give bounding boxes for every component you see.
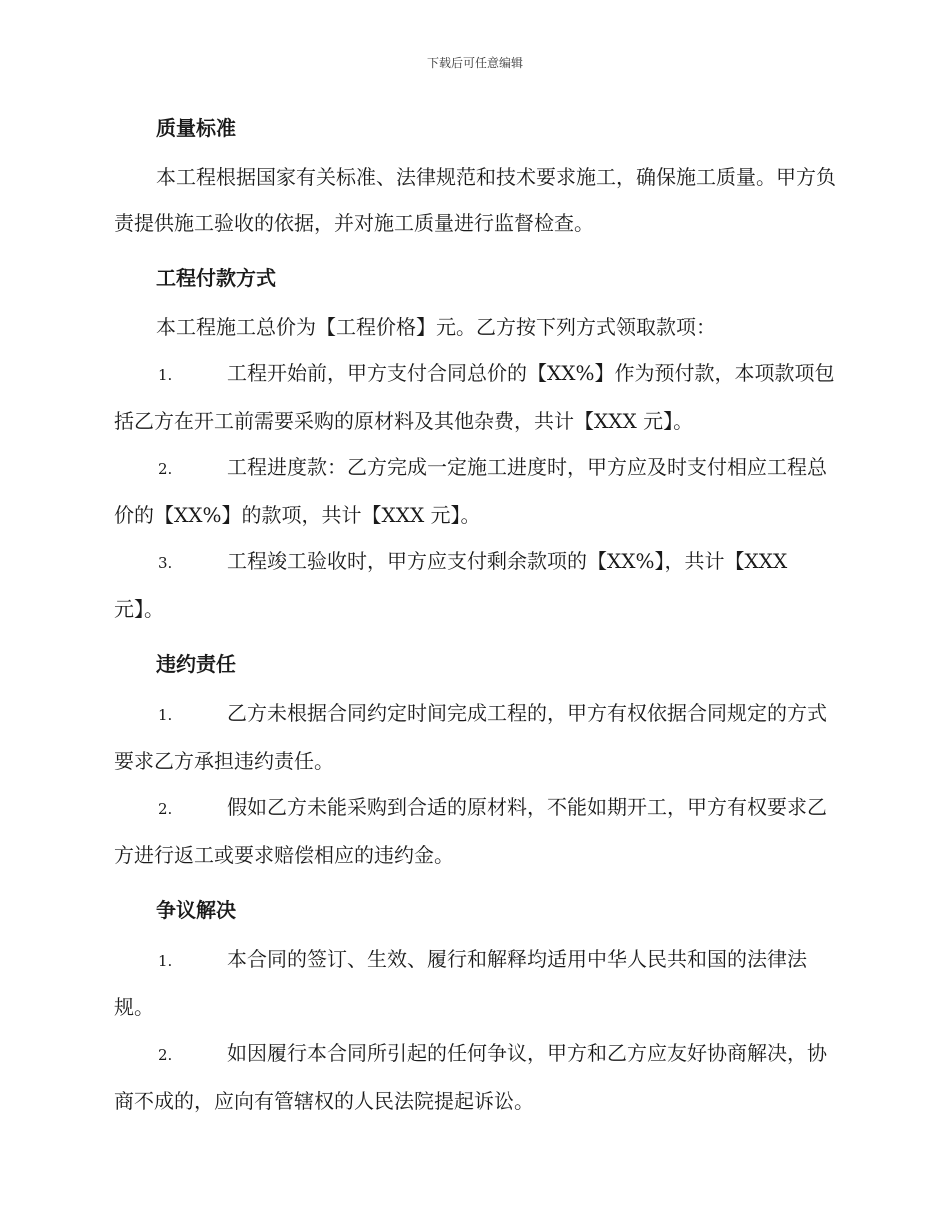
section-heading-dispute: 争议解决 xyxy=(156,898,236,922)
section-paragraph: 本工程施工总价为【工程价格】元。乙方按下列方式领取款项： xyxy=(156,315,716,339)
list-number: 2. xyxy=(158,1046,173,1064)
list-item xyxy=(114,1030,839,1124)
list-text: 本合同的签订、生效、履行和解释均适用中华人民共和国的法律法规。 xyxy=(114,947,807,1019)
list-number: 1. xyxy=(158,952,173,970)
section-paragraph: 本工程根据国家有关标准、法律规范和技术要求施工，确保施工质量。甲方负责提供施工验收的依据，并对施工质量进行监督检查。 xyxy=(114,165,836,235)
list-item xyxy=(114,350,839,444)
page-header: 下载后可任意编辑 xyxy=(426,56,523,70)
list-text: 如因履行本合同所引起的任何争议，甲方和乙方应友好协商解决，协商不成的，应向有管辖权的人民法院提起诉讼。 xyxy=(114,1041,827,1113)
section-heading-quality: 质量标准 xyxy=(156,116,236,140)
document-body xyxy=(114,110,839,1124)
list-number: 1. xyxy=(158,706,173,724)
list-text: 工程竣工验收时，甲方应支付剩余款项的【XX%】，共计【XXX 元】。 xyxy=(114,549,788,621)
list-item xyxy=(114,538,839,632)
list-item xyxy=(114,690,839,784)
list-item xyxy=(114,784,839,878)
list-text: 工程开始前，甲方支付合同总价的【XX%】作为预付款，本项款项包括乙方在开工前需要采购的原材料及其他杂费，共计【XXX 元】。 xyxy=(114,361,835,433)
list-text: 假如乙方未能采购到合适的原材料，不能如期开工，甲方有权要求乙方进行返工或要求赔偿相应的违约金。 xyxy=(114,795,827,867)
list-text: 乙方未根据合同约定时间完成工程的，甲方有权依据合同规定的方式要求乙方承担违约责任。 xyxy=(114,701,827,773)
list-number: 3. xyxy=(158,554,173,572)
section-heading-breach: 违约责任 xyxy=(156,652,236,676)
list-text: 工程进度款：乙方完成一定施工进度时，甲方应及时支付相应工程总价的【XX%】的款项，共计【XXX 元】。 xyxy=(114,455,827,527)
section-heading-payment: 工程付款方式 xyxy=(156,266,276,290)
list-number: 1. xyxy=(158,366,173,384)
list-item xyxy=(114,936,839,1030)
list-number: 2. xyxy=(158,800,173,818)
list-item xyxy=(114,444,839,538)
list-number: 2. xyxy=(158,460,173,478)
